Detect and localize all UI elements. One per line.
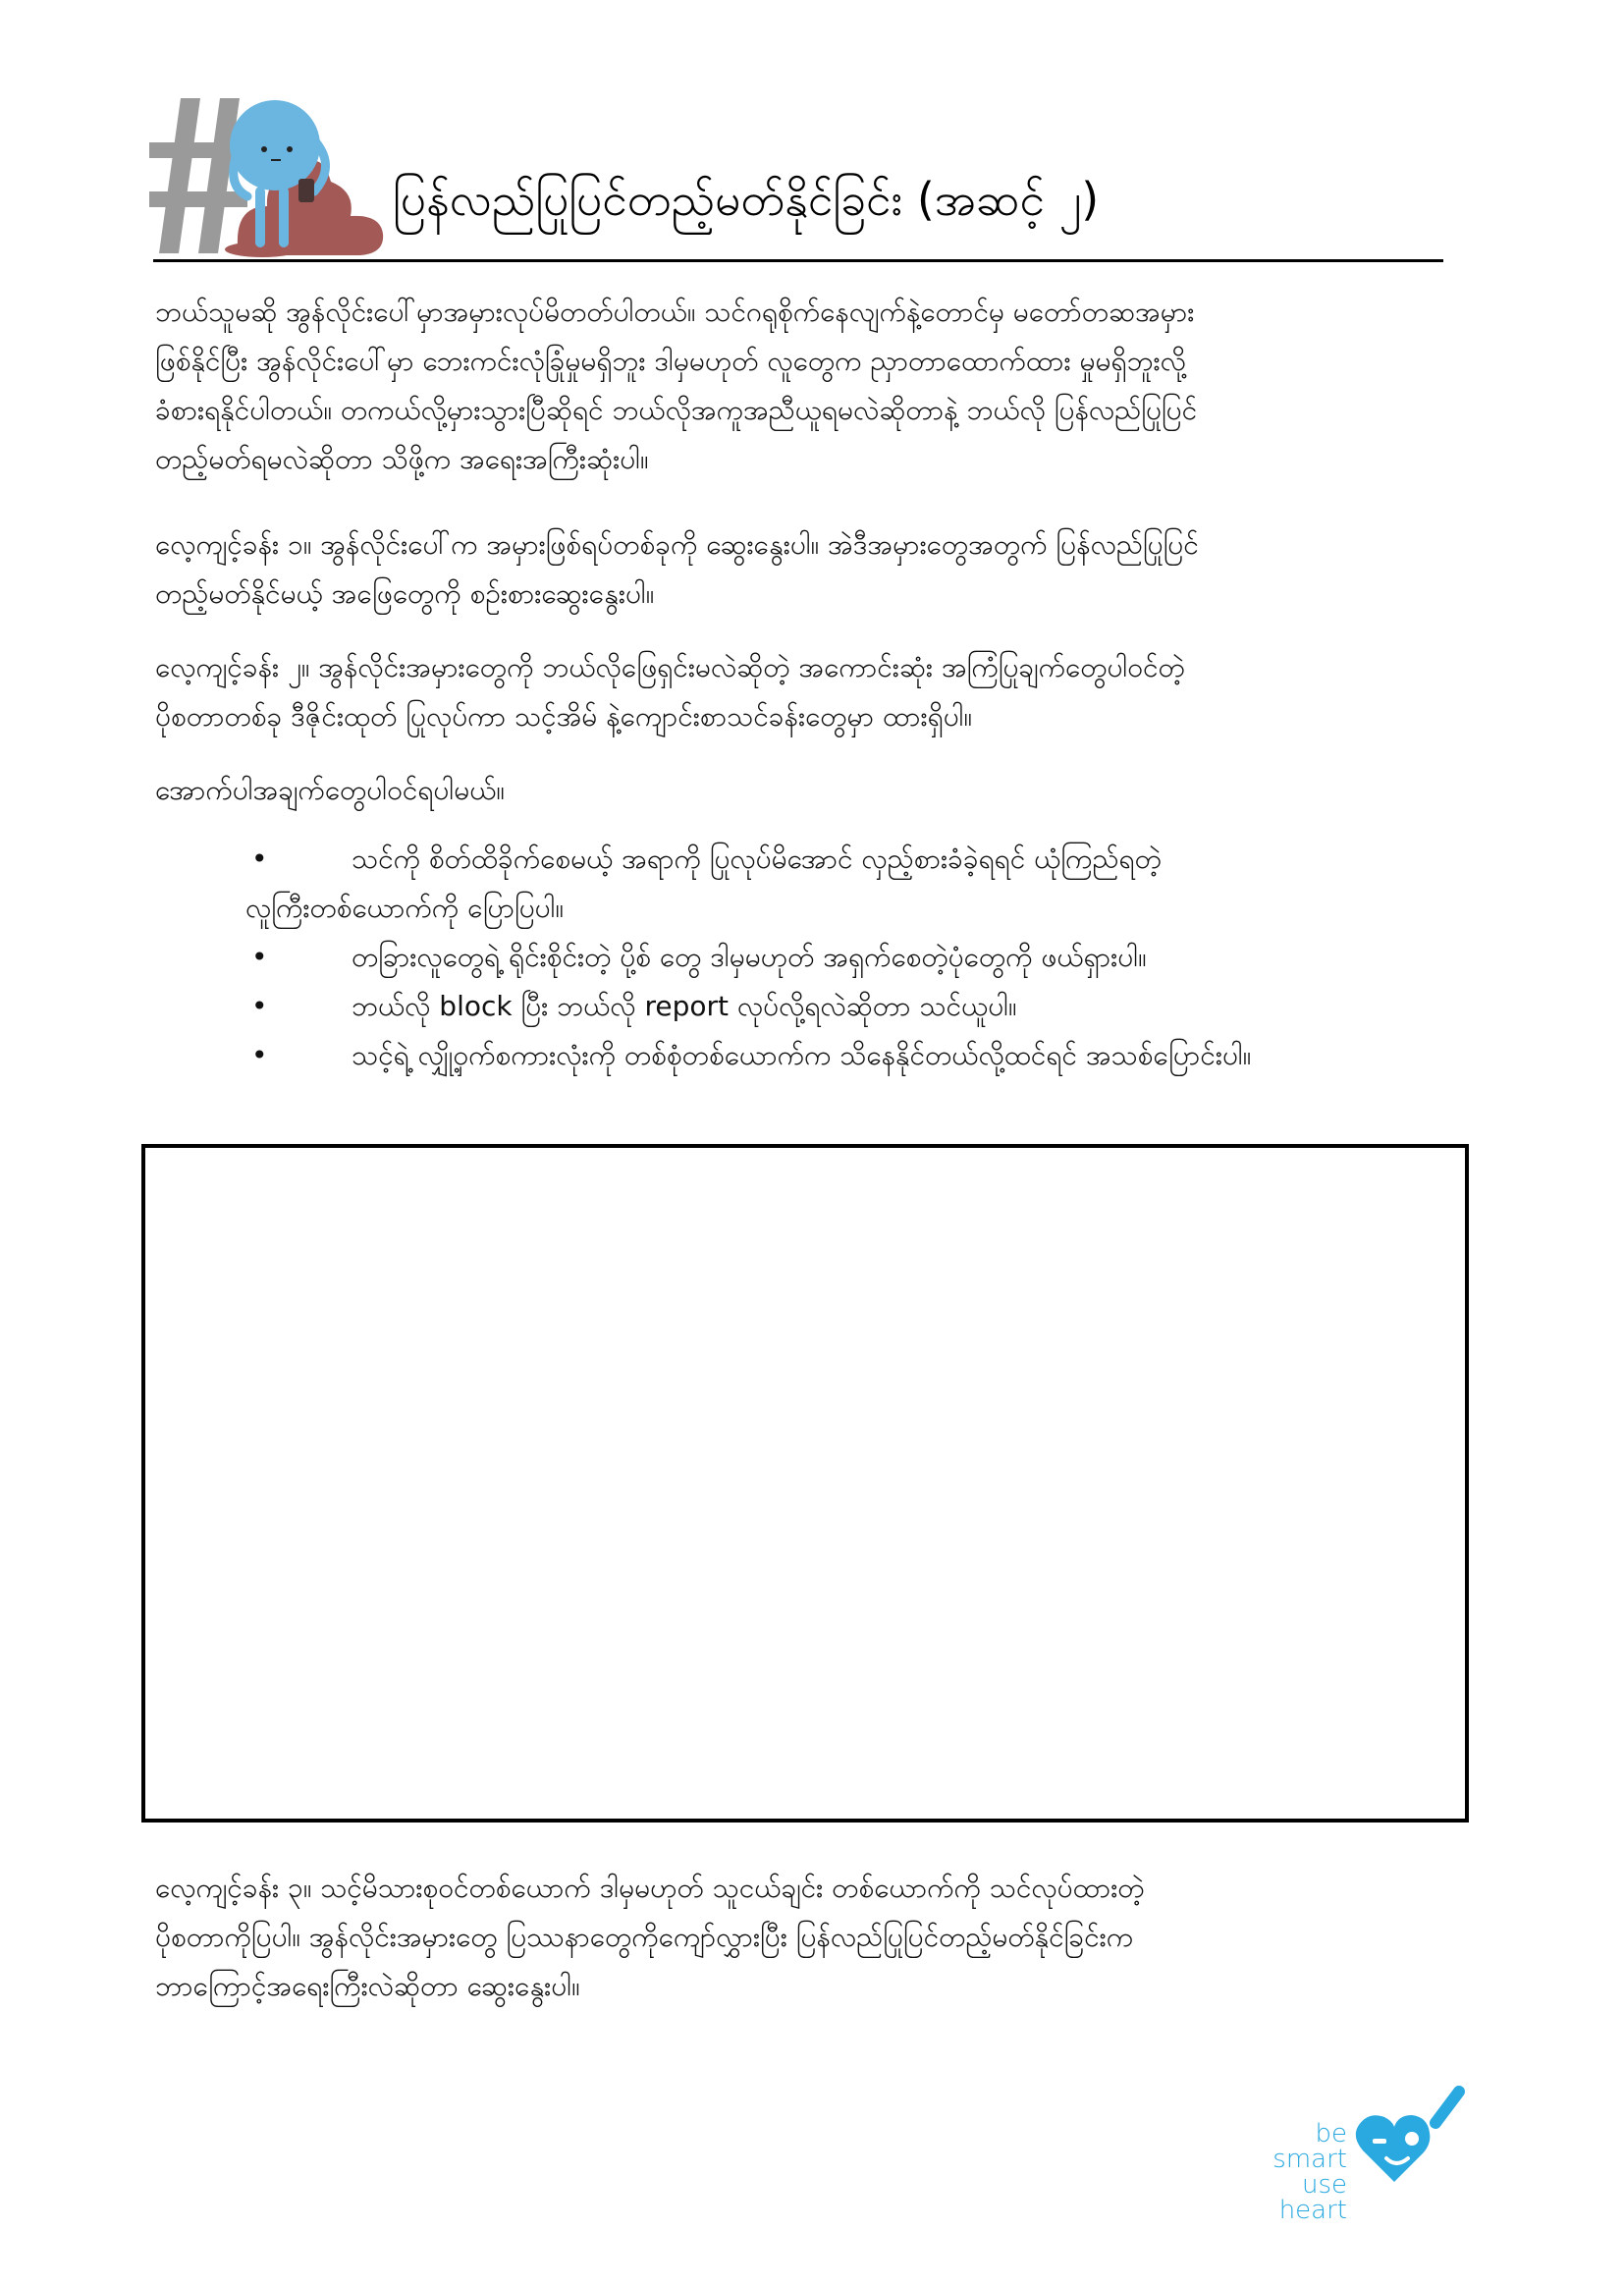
intro-line: တည့်မတ်ရမလဲဆိုတာ သိဖို့က အရေးအကြီးဆုံးပါ။ [155,443,649,475]
activity-3-paragraph [155,1864,1432,2011]
intro-line: ဘယ်သူမဆို အွန်လိုင်းပေါ်မှာအမှားလုပ်မိတတ်ပါတယ်။ သင်ဂရုစိုက်နေလျက်နဲ့တောင်မှ မတော်တဆအမှား [155,296,1195,328]
intro-line: ခံစားရနိုင်ပါတယ်။ တကယ်လို့မှားသွားပြီဆိုရင် ဘယ်လိုအကူအညီယူရမလဲဆိုတာနဲ့ ဘယ်လို ပြန်လည်ပြုပြင် [155,394,1198,426]
bullet-text: ဘယ်လို block ပြီး ဘယ်လို report လုပ်လို့ရလဲဆိုတာ သင်ယူပါ။ [352,990,1017,1022]
activity-1-line: လေ့ကျင့်ခန်း ၁။ အွန်လိုင်းပေါ်က အမှားဖြစ်ရပ်တစ်ခုကို ဆွေးနွေးပါ။ အဲဒီအမှားတွေအတွက် ပြန်လည်ပြုပြင် [155,528,1199,561]
bullet-marker: • [251,843,268,875]
intro-paragraph [155,288,1432,484]
activity-3-line: ပိုစတာကိုပြပါ။ အွန်လိုင်းအမှားတွေ ပြဿနာတွေကိုကျော်လွှားပြီး ပြန်လည်ပြုပြင်တည့်မတ်နိုင်ခြင်းက [155,1921,1134,1953]
activity-1-line: တည့်မတ်နိုင်မယ့် အဖြေတွေကို စဉ်းစားဆွေးနွေးပါ။ [155,577,655,610]
activity-3-line: လေ့ကျင့်ခန်း ၃။ သင့်မိသားစုဝင်တစ်ယောက် ဒါမှမဟုတ် သူငယ်ချင်း တစ်ယောက်ကို သင်လုပ်ထားတဲ့ [155,1872,1145,1904]
bullet-text: တခြားလူတွေရဲ့ ရိုင်းစိုင်းတဲ့ ပို့စ် တွေ ဒါမှမဟုတ် အရှက်စေတဲ့ပုံတွေကို ဖယ်ရှားပါ။ [352,941,1147,973]
tips-bullet-list [245,835,1473,1080]
activity-2-line: လေ့ကျင့်ခန်း ၂။ အွန်လိုင်းအမှားတွေကို ဘယ်လိုဖြေရှင်းမလဲဆိုတဲ့ အကောင်းဆုံး အကြံပြုချက်တွေပါဝင်တဲ့ [155,651,1185,683]
include-intro [155,766,1432,815]
bullet-item [245,982,1473,1031]
logo-mark [1353,2080,1471,2190]
logo-tagline [1239,2121,1347,2223]
winking-heart-icon [1353,2080,1471,2190]
bullet-text: သင်ကို စိတ်ထိခိုက်စေမယ့် အရာကို ပြုလုပ်မိအောင် လှည့်စားခံခဲ့ရရင် ယုံကြည်ရတဲ့ [352,843,1162,875]
include-intro-text: အောက်ပါအချက်တွေပါဝင်ရပါမယ်။ [155,774,505,806]
bullet-marker: • [251,941,268,973]
bullet-item [245,933,1473,982]
bullet-continuation: လူကြီးတစ်ယောက်ကို ပြောပြပါ။ [245,892,564,924]
logo-line-2: use heart [1278,2170,1347,2225]
intro-line: ဖြစ်နိုင်ပြီး အွန်လိုင်းပေါ်မှာ ဘေးကင်းလုံခြုံမှုမရှိဘူး ဒါမှမဟုတ် လူတွေက ညှာတာထောက်ထား မှုမရှိဘူးလို့ [155,345,1186,377]
logo-line-1: be smart [1272,2119,1347,2174]
bullet-item [245,835,1473,933]
activity-1-paragraph [155,520,1432,619]
activity-2-line: ပိုစတာတစ်ခု ဒီဇိုင်းထုတ် ပြုလုပ်ကာ သင့်အိမ် နဲ့ကျောင်းစာသင်ခန်းတွေမှာ ထားရှိပါ။ [155,700,973,733]
bullet-text: သင့်ရဲ့ လျှို့ဝှက်စကားလုံးကို တစ်စုံတစ်ယောက်က သိနေနိုင်တယ်လို့ထင်ရင် အသစ်ပြောင်းပါ။ [352,1039,1252,1071]
bullet-marker: • [251,990,268,1022]
activity-2-paragraph [155,643,1432,741]
bullet-item [245,1031,1473,1080]
activity-3-line: ဘာကြောင့်အရေးကြီးလဲဆိုတာ ဆွေးနွေးပါ။ [155,1970,580,2002]
bullet-marker: • [251,1039,268,1071]
title-divider [153,259,1443,262]
answer-box[interactable] [141,1144,1469,1823]
page-title: ပြန်လည်ပြုပြင်တည့်မတ်နိုင်ခြင်း (အဆင့် ၂) [393,173,1100,226]
